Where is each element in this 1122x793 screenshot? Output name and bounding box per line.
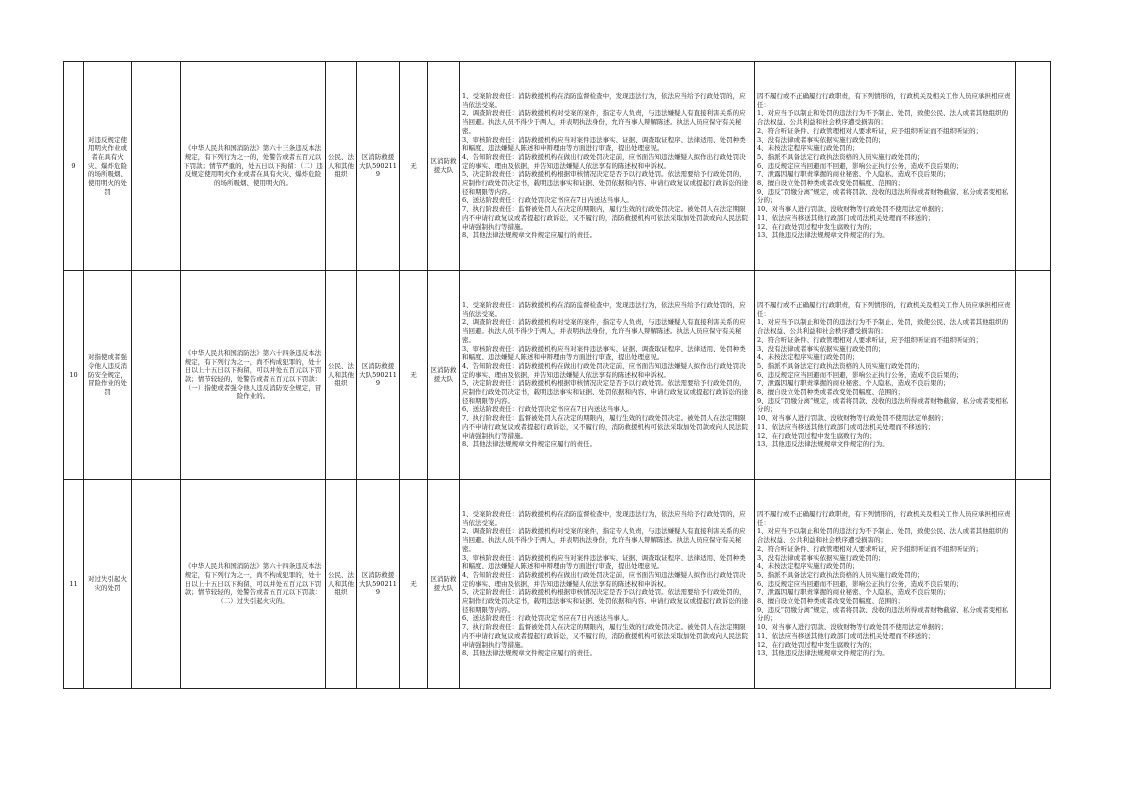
item-name: 对过失引起火灾的处罚 [84,480,132,689]
accountability-item: 7、泄露因履行职责掌握的商业秘密、个人隐私，造成不良后果的； [757,379,950,388]
duty-item: 3、审核阶段责任：消防救援机构应当对案件违法事实、证据、调查取证程序、法律适用、处罚种类和幅度、违法嫌疑人陈述和申辩理由等方面进行审查，提出处理意见。 [462,344,746,362]
other-column: 无 [400,271,428,480]
duty-item: 7、执行阶段责任：监督被处罚人在决定的期限内，履行生效的行政处罚决定。被处罚人在法定期限内不申请行政复议或者提起行政诉讼，又不履行的，消防救援机构可依法采取加处罚款或向人民法院申请强制执行等措施。 [462,414,748,440]
table-row [64,62,1051,271]
table-row [64,271,1051,480]
legal-basis: 《中华人民共和国消防法》第六十三条违反本法规定，有下列行为之一的，处警告或者五百元以下罚款；情节严重的，处五日以下拘留：（二）违反规定使用明火作业或者在具有火灾、爆炸危险的场所吸烟、使用明火的。 [181,62,326,271]
accountability-item: 10、对当事人进行罚款、没收财物等行政处罚不使用法定单据的； [757,414,948,423]
accountability-item: 3、没有法律或者事实依据实施行政处罚的； [757,553,885,562]
accountability-item: 7、泄露因履行职责掌握的商业秘密、个人隐私，造成不良后果的； [757,170,950,179]
org: 区消防救援大队 [428,271,460,480]
accountability-item: 12、在行政处罚过程中发生腐败行为的； [757,222,876,231]
duty-item: 3、审核阶段责任：消防救援机构应当对案件违法事实、证据、调查取证程序、法律适用、处罚种类和幅度、违法嫌疑人陈述和申辩理由等方面进行审查，提出处理意见。 [462,553,746,571]
item-name: 对违反规定使用明火作业或者在具有火灾、爆炸危险的场所吸烟、使用明火的处罚 [84,62,132,271]
accountability-item: 4、未按法定程序实施行政处罚的； [757,353,859,362]
accountability-item: 9、违反“罚缴分离”规定，或者将罚款、没收的违法所得或者财物截留、私分或者变相私分的； [757,187,1009,205]
accountability-item: 13、其他违反法律法规规章文件规定的行为。 [757,440,889,449]
accountability-item: 5、指派不具备法定行政执法资格的人员实施行政处罚的； [757,361,924,370]
accountability-item: 5、指派不具备法定行政执法资格的人员实施行政处罚的； [757,152,924,161]
item-code [132,62,181,271]
remark [1016,480,1051,689]
accountability-item: 3、没有法律或者事实依据实施行政处罚的； [757,344,885,353]
item-code [132,480,181,689]
duty-item: 4、告知阶段责任：消防救援机构在做出行政处罚决定前，应书面告知违法嫌疑人拟作出行政处罚决定的事实、理由及依据，并告知违法嫌疑人依法享有的陈述权和申诉权。 [462,152,746,170]
duty-list [460,271,755,480]
subject: 公民、法人和其他组织 [326,271,357,480]
legal-basis: 《中华人民共和国消防法》第六十四条违反本法规定，有下列行为之一，尚不构成犯罪的，处十日以上十五日以下拘留，可以并处五百元以下罚款；情节较轻的，处警告或者五百元以下罚款：（一）指使或者强令他人违反消防安全规定，冒险作业的。 [181,271,326,480]
accountability-item: 12、在行政处罚过程中发生腐败行为的； [757,431,876,440]
accountability-item: 4、未按法定程序实施行政处罚的； [757,562,859,571]
duty-item: 5、决定阶段责任：消防救援机构根据审核情况决定是否予以行政处罚。依法需要给予行政处罚的，应制作行政处罚决定书，载明违法事实和证据、处罚依据和内容、申请行政复议或提起行政诉讼的途径和期限等内容。 [462,588,748,614]
accountability-list [755,62,1016,271]
accountability-item: 10、对当事人进行罚款、没收财物等行政处罚不使用法定单据的； [757,623,948,632]
accountability-item: 8、擅自设立处罚种类或者改变处罚幅度、范围的； [757,597,905,606]
accountability-item: 9、违反“罚缴分离”规定，或者将罚款、没收的违法所得或者财物截留、私分或者变相私分的； [757,396,1009,414]
duty-item: 8、其他法律法规规章文件规定应履行的责任。 [462,649,597,658]
accountability-item: 10、对当事人进行罚款、没收财物等行政处罚不使用法定单据的； [757,205,948,214]
accountability-item: 因不履行或不正确履行行政职责，有下列情形的，行政机关及相关工作人员应承担相应责任： [757,510,1011,527]
row-number: 11 [64,480,84,689]
duty-item: 5、决定阶段责任：消防救援机构根据审核情况决定是否予以行政处罚。依法需要给予行政处罚的，应制作行政处罚决定书，载明违法事实和证据、处罚依据和内容、申请行政复议或提起行政诉讼的途径和期限等内容。 [462,170,748,196]
accountability-item: 因不履行或不正确履行行政职责，有下列情形的，行政机关及相关工作人员应承担相应责任： [757,92,1011,109]
accountability-item: 5、指派不具备法定行政执法资格的人员实施行政处罚的； [757,570,924,579]
accountability-item: 2、符合听证条件、行政管理相对人要求听证，应予组织听证而不组织听证的； [757,126,983,135]
accountability-item: 12、在行政处罚过程中发生腐败行为的； [757,640,876,649]
accountability-item: 11、依法应当移送其他行政部门或司法机关处理而不移送的； [757,631,935,640]
duty-item: 1、受案阶段责任：消防救援机构在消防监督检查中，发现违法行为，依法应当给予行政处罚的，应当依法受案。 [462,92,746,109]
accountability-item: 13、其他违反法律法规规章文件规定的行为。 [757,231,889,240]
duty-item: 3、审核阶段责任：消防救援机构应当对案件违法事实、证据、调查取证程序、法律适用、处罚种类和幅度、违法嫌疑人陈述和申辩理由等方面进行审查，提出处理意见。 [462,135,746,153]
duty-list [460,480,755,689]
accountability-item: 因不履行或不正确履行行政职责，有下列情形的，行政机关及相关工作人员应承担相应责任： [757,301,1011,318]
duty-item: 6、送达阶段责任：行政处罚决定书应在7日内送达当事人。 [462,196,633,205]
penalty-table [63,61,1051,689]
other-column: 无 [400,62,428,271]
legal-basis: 《中华人民共和国消防法》第六十四条违反本法规定，有下列行为之一，尚不构成犯罪的，处十日以上十五日以下拘留，可以并处五百元以下罚款；情节较轻的，处警告或者五百元以下罚款：（二）过失引起火灾的。 [181,480,326,689]
accountability-item: 2、符合听证条件、行政管理相对人要求听证，应予组织听证而不组织听证的； [757,335,983,344]
duty-list [460,62,755,271]
duty-item: 8、其他法律法规规章文件规定应履行的责任。 [462,440,597,449]
accountability-item: 11、依法应当移送其他行政部门或司法机关处理而不移送的； [757,213,935,222]
duty-item: 7、执行阶段责任：监督被处罚人在决定的期限内，履行生效的行政处罚决定。被处罚人在法定期限内不申请行政复议或者提起行政诉讼，又不履行的，消防救援机构可依法采取加处罚款或向人民法院申请强制执行等措施。 [462,205,748,231]
accountability-item: 8、擅自设立处罚种类或者改变处罚幅度、范围的； [757,388,905,397]
item-code [132,271,181,480]
duty-item: 1、受案阶段责任：消防救援机构在消防监督检查中，发现违法行为，依法应当给予行政处罚的，应当依法受案。 [462,301,746,318]
accountability-item: 9、违反“罚缴分离”规定，或者将罚款、没收的违法所得或者财物截留、私分或者变相私分的； [757,605,1009,623]
accountability-item: 2、符合听证条件、行政管理相对人要求听证，应予组织听证而不组织听证的； [757,544,983,553]
duty-item: 4、告知阶段责任：消防救援机构在做出行政处罚决定前，应书面告知违法嫌疑人拟作出行政处罚决定的事实、理由及依据，并告知违法嫌疑人依法享有的陈述权和申诉权。 [462,570,746,588]
accountability-item: 7、泄露因履行职责掌握的商业秘密、个人隐私，造成不良后果的； [757,588,950,597]
duty-item: 8、其他法律法规规章文件规定应履行的责任。 [462,231,597,240]
accountability-item: 3、没有法律或者事实依据实施行政处罚的； [757,135,885,144]
accountability-item: 4、未按法定程序实施行政处罚的； [757,144,859,153]
duty-item: 6、送达阶段责任：行政处罚决定书应在7日内送达当事人。 [462,614,633,623]
accountability-item: 6、违反规定应当回避而不回避，影响公正执行公务，造成不良后果的； [757,579,963,588]
accountability-item: 6、违反规定应当回避而不回避，影响公正执行公务，造成不良后果的； [757,370,963,379]
remark [1016,271,1051,480]
duty-item: 2、调查阶段责任：消防救援机构对受案的案件，指定专人负责，与违法嫌疑人有直接利害关系的应当回避。执法人员不得少于两人，并表明执法身份，允许当事人辩解陈述。执法人员应保守有关秘密。 [462,109,746,135]
duty-item: 7、执行阶段责任：监督被处罚人在决定的期限内，履行生效的行政处罚决定。被处罚人在法定期限内不申请行政复议或者提起行政诉讼，又不履行的，消防救援机构可依法采取加处罚款或向人民法院申请强制执行等措施。 [462,623,748,649]
duty-item: 2、调查阶段责任：消防救援机构对受案的案件，指定专人负责，与违法嫌疑人有直接利害关系的应当回避。执法人员不得少于两人，并表明执法身份，允许当事人辩解陈述。执法人员应保守有关秘密。 [462,527,746,553]
accountability-item: 1、对应当予以制止和处罚的违法行为不予制止、处罚，致使公民、法人或者其他组织的合法权益、公共利益和社会秩序遭受损害的； [757,109,1009,127]
accountability-list [755,271,1016,480]
org: 区消防救援大队 [428,480,460,689]
accountability-item: 11、依法应当移送其他行政部门或司法机关处理而不移送的； [757,422,935,431]
accountability-list [755,480,1016,689]
remark [1016,62,1051,271]
accountability-item: 1、对应当予以制止和处罚的违法行为不予制止、处罚，致使公民、法人或者其他组织的合法权益、公共利益和社会秩序遭受损害的； [757,318,1009,336]
duty-item: 4、告知阶段责任：消防救援机构在做出行政处罚决定前，应书面告知违法嫌疑人拟作出行政处罚决定的事实、理由及依据，并告知违法嫌疑人依法享有的陈述权和申诉权。 [462,361,746,379]
duty-item: 2、调查阶段责任：消防救援机构对受案的案件，指定专人负责，与违法嫌疑人有直接利害关系的应当回避。执法人员不得少于两人，并表明执法身份，允许当事人辩解陈述。执法人员应保守有关秘密。 [462,318,746,344]
table-row [64,480,1051,689]
subject: 公民、法人和其他组织 [326,62,357,271]
row-number: 9 [64,62,84,271]
dept-contact: 区消防救援大队5902119 [357,62,400,271]
accountability-item: 13、其他违反法律法规规章文件规定的行为。 [757,649,889,658]
org: 区消防救援大队 [428,62,460,271]
item-name: 对指使或者强令他人违反消防安全规定，冒险作业的处罚 [84,271,132,480]
subject: 公民、法人和其他组织 [326,480,357,689]
duty-item: 1、受案阶段责任：消防救援机构在消防监督检查中，发现违法行为，依法应当给予行政处罚的，应当依法受案。 [462,510,746,527]
duty-item: 5、决定阶段责任：消防救援机构根据审核情况决定是否予以行政处罚。依法需要给予行政处罚的，应制作行政处罚决定书，载明违法事实和证据、处罚依据和内容、申请行政复议或提起行政诉讼的途径和期限等内容。 [462,379,748,405]
dept-contact: 区消防救援大队5902119 [357,480,400,689]
accountability-item: 8、擅自设立处罚种类或者改变处罚幅度、范围的； [757,179,905,188]
accountability-item: 1、对应当予以制止和处罚的违法行为不予制止、处罚，致使公民、法人或者其他组织的合法权益、公共利益和社会秩序遭受损害的； [757,527,1009,545]
dept-contact: 区消防救援大队5902119 [357,271,400,480]
duty-item: 6、送达阶段责任：行政处罚决定书应在7日内送达当事人。 [462,405,633,414]
other-column: 无 [400,480,428,689]
row-number: 10 [64,271,84,480]
accountability-item: 6、违反规定应当回避而不回避，影响公正执行公务，造成不良后果的； [757,161,963,170]
